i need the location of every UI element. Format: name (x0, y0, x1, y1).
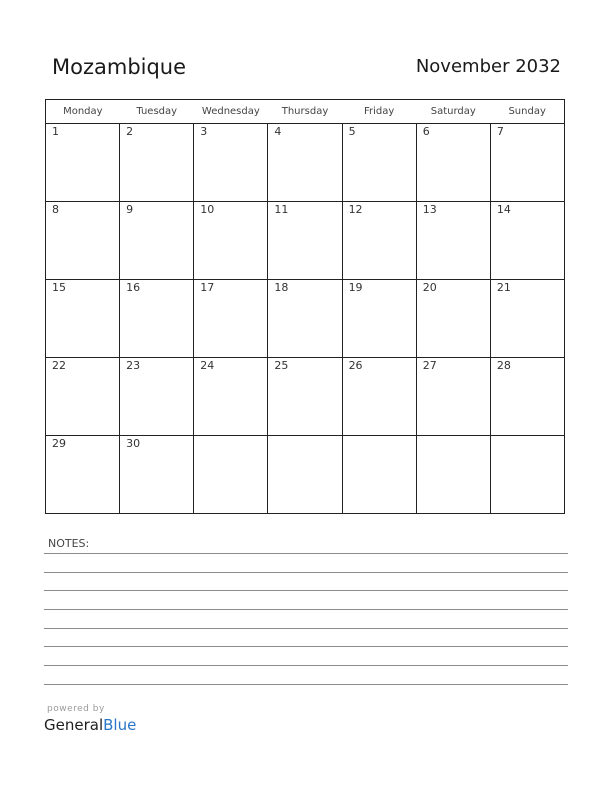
day-number: 4 (274, 125, 282, 138)
day-number: 29 (52, 437, 66, 450)
note-line (44, 572, 568, 573)
day-cell (268, 436, 342, 514)
calendar-grid (45, 99, 565, 514)
day-number: 19 (348, 281, 363, 294)
brand-blue: Blue (103, 716, 137, 734)
brand-general: General (44, 716, 104, 734)
note-line (44, 684, 568, 685)
day-cell (416, 202, 490, 280)
day-number: 5 (348, 125, 356, 138)
weekday-header-row (46, 100, 565, 124)
day-number: 7 (496, 125, 504, 138)
notes-label: NOTES: (48, 537, 90, 550)
day-cell (490, 124, 564, 202)
day-cell (46, 280, 120, 358)
weekday-thursday: Thursday (268, 100, 342, 124)
note-line (44, 665, 568, 666)
week-row (46, 124, 565, 202)
weekday-wednesday: Wednesday (194, 100, 268, 124)
day-cell (120, 280, 194, 358)
day-number: 30 (126, 437, 141, 450)
day-cell (490, 358, 564, 436)
day-cell (194, 202, 268, 280)
day-cell (490, 202, 564, 280)
day-number: 15 (52, 281, 66, 294)
day-number (417, 436, 490, 437)
day-number: 21 (496, 281, 511, 294)
weekday-tuesday: Tuesday (120, 100, 194, 124)
day-number: 28 (496, 359, 511, 372)
weekday-saturday: Saturday (416, 100, 490, 124)
day-cell (268, 358, 342, 436)
note-line (44, 553, 568, 554)
day-cell (490, 280, 564, 358)
day-cell (194, 280, 268, 358)
day-cell (342, 358, 416, 436)
day-number: 12 (348, 203, 363, 216)
day-cell (416, 124, 490, 202)
day-number: 24 (200, 359, 215, 372)
day-cell (268, 202, 342, 280)
day-number: 22 (52, 359, 66, 372)
day-cell (490, 436, 564, 514)
day-number: 9 (126, 203, 134, 216)
day-cell (194, 436, 268, 514)
note-line (44, 628, 568, 629)
day-number: 14 (496, 203, 511, 216)
day-number (343, 436, 416, 437)
day-number: 13 (422, 203, 437, 216)
day-cell (120, 202, 194, 280)
week-row (46, 436, 565, 514)
day-number: 6 (422, 125, 430, 138)
day-number: 10 (200, 203, 215, 216)
day-cell (120, 124, 194, 202)
day-cell (268, 124, 342, 202)
day-cell (416, 436, 490, 514)
day-cell (194, 124, 268, 202)
generalblue-logo[interactable] (44, 716, 136, 734)
country-title: Mozambique (52, 55, 187, 79)
day-cell (46, 202, 120, 280)
day-cell (46, 124, 120, 202)
week-row (46, 202, 565, 280)
month-year-title: November 2032 (415, 56, 561, 77)
powered-by-label: powered by (47, 704, 105, 714)
day-cell (342, 436, 416, 514)
day-number (268, 436, 341, 437)
note-line (44, 609, 568, 610)
day-number: 18 (274, 281, 289, 294)
day-number: 17 (200, 281, 215, 294)
day-number: 25 (274, 359, 289, 372)
day-number: 2 (126, 125, 134, 138)
day-number: 3 (200, 125, 208, 138)
day-cell (416, 280, 490, 358)
day-cell (342, 124, 416, 202)
day-cell (120, 436, 194, 514)
note-line (44, 646, 568, 647)
day-number: 1 (52, 125, 59, 138)
week-row (46, 358, 565, 436)
week-row (46, 280, 565, 358)
day-number: 27 (422, 359, 437, 372)
day-cell (46, 436, 120, 514)
day-cell (120, 358, 194, 436)
day-cell (194, 358, 268, 436)
day-cell (46, 358, 120, 436)
day-cell (268, 280, 342, 358)
day-number: 20 (422, 281, 437, 294)
day-number (194, 436, 267, 437)
day-number: 23 (126, 359, 141, 372)
day-number: 11 (274, 203, 289, 216)
day-number: 8 (52, 203, 59, 216)
day-cell (342, 280, 416, 358)
note-line (44, 590, 568, 591)
day-cell (342, 202, 416, 280)
day-number: 26 (348, 359, 363, 372)
day-cell (416, 358, 490, 436)
weekday-sunday: Sunday (490, 100, 564, 124)
weekday-friday: Friday (342, 100, 416, 124)
weekday-monday: Monday (46, 100, 120, 124)
day-number: 16 (126, 281, 141, 294)
day-number (491, 436, 564, 437)
